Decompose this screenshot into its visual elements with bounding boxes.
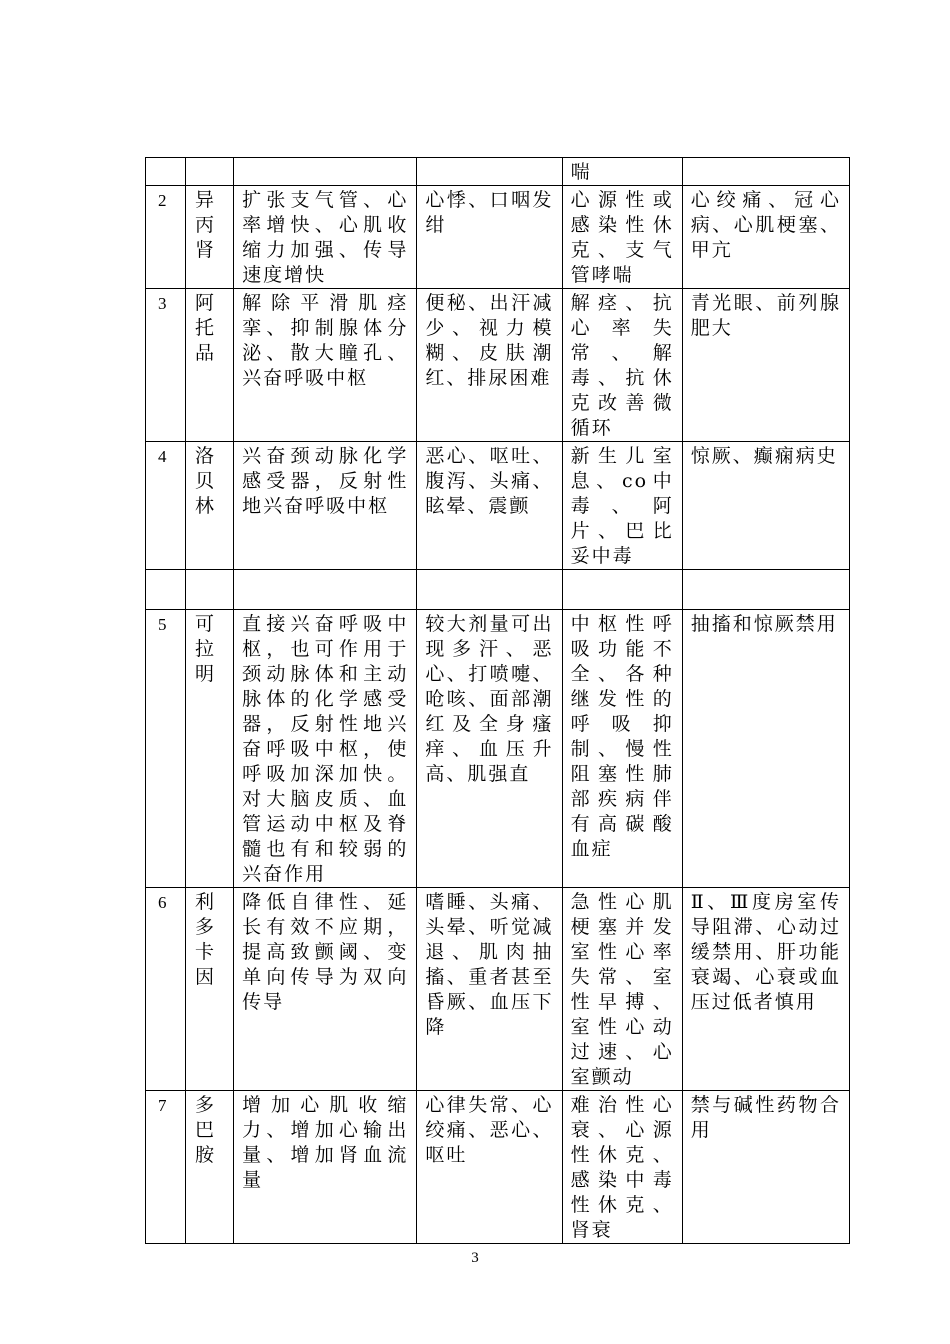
cell-no: 2 (146, 186, 186, 289)
table-row-empty (146, 570, 850, 610)
cell-indication: 急性心肌梗塞并发室性心率失常、室性早搏、室性心动过速、心室颤动 (562, 888, 682, 1091)
table-row (146, 1091, 850, 1244)
cell-name: 阿托品 (186, 289, 234, 442)
cell-adverse: 恶心、呕吐、腹泻、头痛、眩晕、震颤 (417, 442, 562, 570)
cell-no (146, 158, 186, 186)
cell-indication: 心源性或感染性休克、支气管哮喘 (562, 186, 682, 289)
cell-name (186, 158, 234, 186)
cell-action (234, 570, 417, 610)
cell-indication: 喘 (562, 158, 682, 186)
cell-adverse (417, 570, 562, 610)
cell-contra: 心绞痛、冠心病、心肌梗塞、甲亢 (682, 186, 849, 289)
cell-no: 7 (146, 1091, 186, 1244)
table-row (146, 610, 850, 888)
cell-name (186, 570, 234, 610)
cell-no (146, 570, 186, 610)
cell-contra (682, 570, 849, 610)
cell-adverse: 便秘、出汗减少、视力模糊、皮肤潮红、排尿困难 (417, 289, 562, 442)
cell-contra (682, 158, 849, 186)
cell-action (234, 158, 417, 186)
cell-adverse (417, 158, 562, 186)
cell-action: 降低自律性、延长有效不应期，提高致颤阈、变单向传导为双向传导 (234, 888, 417, 1091)
table-row (146, 186, 850, 289)
cell-no: 5 (146, 610, 186, 888)
cell-name: 洛贝林 (186, 442, 234, 570)
cell-action: 解除平滑肌痉挛、抑制腺体分泌、散大瞳孔、兴奋呼吸中枢 (234, 289, 417, 442)
cell-action: 兴奋颈动脉化学感受器，反射性地兴奋呼吸中枢 (234, 442, 417, 570)
table-row (146, 888, 850, 1091)
drug-table (145, 157, 850, 1244)
cell-adverse: 嗜睡、头痛、头晕、听觉减退、肌肉抽搐、重者甚至昏厥、血压下降 (417, 888, 562, 1091)
cell-no: 4 (146, 442, 186, 570)
cell-action: 扩张支气管、心率增快、心肌收缩力加强、传导速度增快 (234, 186, 417, 289)
cell-adverse: 心律失常、心绞痛、恶心、呕吐 (417, 1091, 562, 1244)
cell-contra: 青光眼、前列腺肥大 (682, 289, 849, 442)
cell-action: 增加心肌收缩力、增加心输出量、增加肾血流量 (234, 1091, 417, 1244)
cell-action: 直接兴奋呼吸中枢，也可作用于颈动脉体和主动脉体的化学感受器，反射性地兴奋呼吸中枢，使呼吸加深加快。对大脑皮质、血管运动中枢及脊髓也有和较弱的兴奋作用 (234, 610, 417, 888)
page-number: 3 (471, 1250, 479, 1266)
cell-adverse: 较大剂量可出现多汗、恶心、打喷嚏、呛咳、面部潮红及全身瘙痒、血压升高、肌强直 (417, 610, 562, 888)
cell-no: 6 (146, 888, 186, 1091)
cell-indication: 新生儿室息、co中毒、阿片、巴比妥中毒 (562, 442, 682, 570)
cell-contra: Ⅱ、Ⅲ度房室传导阻滞、心动过缓禁用、肝功能衰竭、心衰或血压过低者慎用 (682, 888, 849, 1091)
cell-no: 3 (146, 289, 186, 442)
cell-indication: 中枢性呼吸功能不全、各种继发性的呼吸抑制、慢性阻塞性肺部疾病伴有高碳酸血症 (562, 610, 682, 888)
cell-indication: 解痉、抗心率失常、解毒、抗休克改善微循环 (562, 289, 682, 442)
cell-indication (562, 570, 682, 610)
table-row (146, 289, 850, 442)
cell-name: 异丙肾 (186, 186, 234, 289)
cell-contra: 禁与碱性药物合用 (682, 1091, 849, 1244)
cell-contra: 惊厥、癫痫病史 (682, 442, 849, 570)
cell-name: 可拉明 (186, 610, 234, 888)
cell-adverse: 心悸、口咽发绀 (417, 186, 562, 289)
cell-indication: 难治性心衰、心源性休克、感染中毒性休克、肾衰 (562, 1091, 682, 1244)
cell-name: 多巴胺 (186, 1091, 234, 1244)
table-row-continuation (146, 158, 850, 186)
table-row (146, 442, 850, 570)
cell-contra: 抽搐和惊厥禁用 (682, 610, 849, 888)
cell-name: 利多卡因 (186, 888, 234, 1091)
